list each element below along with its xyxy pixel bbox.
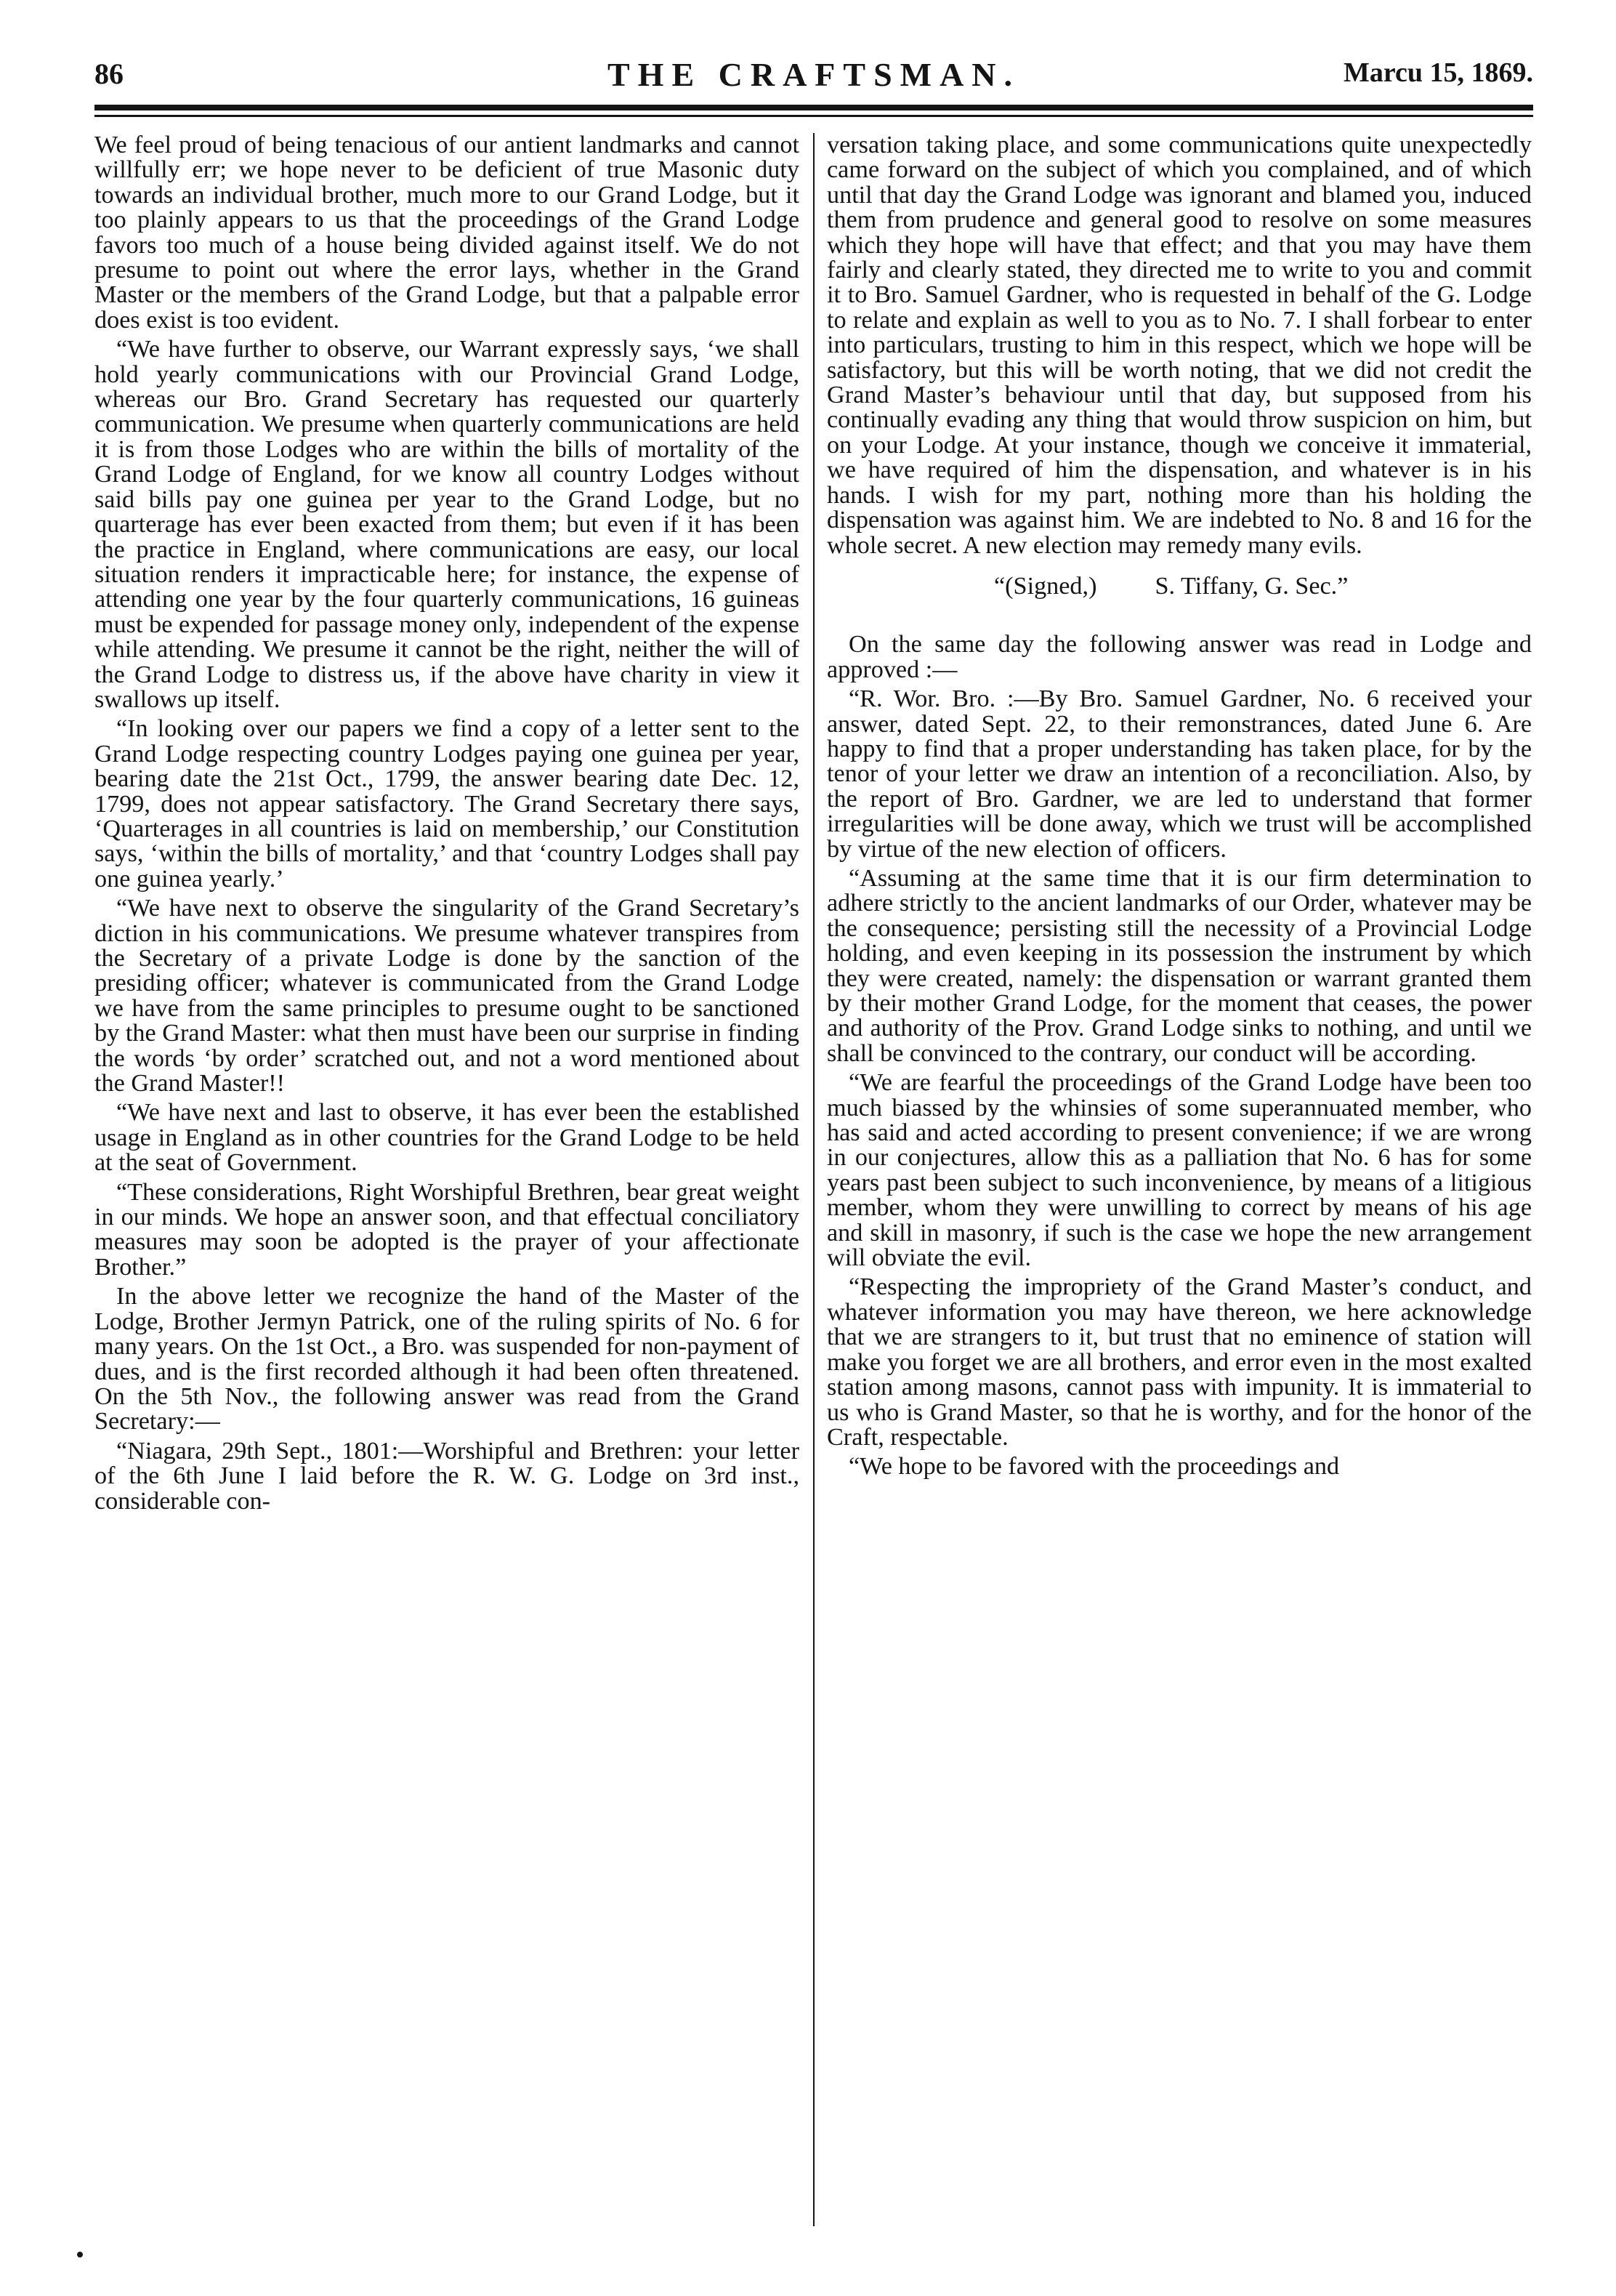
paragraph: “We have next to observe the singularity of the Grand Secretary’s diction in his communications. We presume whatever transpires from the Secretary of a private Lodge is done by the sanction of the presiding officer; whatever is communicated from the Grand Lodge we have from the same principles to presume ought to be sanctioned by the Grand Master: what then must have been our surprise in finding the words ‘by order’ scratched out, and not a word mentioned about the Grand Master!! [94,895,799,1097]
paragraph: “We are fearful the proceedings of the Grand Lodge have been too much biassed by the whinsies of some superannuated member, who has said and acted according to present convenience; if we are wrong in our conjectures, allow this as a palliation that No. 6 has for some years past been subject to such inconvenience, by means of a litigious member, whom they were unwilling to correct by means of his age and skill in masonry, if such is the case we hope the new arrangement will obviate the evil. [827,1069,1532,1272]
signer-name: S. Tiffany, G. Sec.” [1155,572,1349,600]
header-rule-thin [94,115,1533,117]
margin-dot [77,2252,83,2257]
paragraph: We feel proud of being tenacious of our antient landmarks and cannot willfully err; we hope never to be deficient of true Masonic duty towards an individual brother, much more to our Grand Lodge, but it too plainly appears to us that the proceedings of the Grand Lodge favors too much of a house being divided against itself. We do not presume to point out where the error lays, whether in the Grand Master or the members of the Grand Lodge, but that a palpable error does exist is too evident. [94,133,799,334]
left-column [94,133,799,2226]
paragraph: “We have next and last to observe, it has ever been the established usage in England as in other countries for the Grand Lodge to be held at the seat of Government. [94,1099,799,1177]
paragraph: “We have further to observe, our Warrant expressly says, ‘we shall hold yearly communications with our Provincial Grand Lodge, whereas our Bro. Grand Secretary has requested our quarterly communication. We presume when quarterly communications are held it is from those Lodges who are within the bills of mortality of the Grand Lodge of England, for we know all country Lodges without said bills pay one guinea per year to the Grand Lodge, but no quarterage has ever been exacted from them; but even if it has been the practice in England, where communications are easy, our local situation renders it impracticable here; for instance, the expense of attending one year by the four quarterly communications, 16 guineas must be expended for passage money only, independent of the expense while attending. We presume it cannot be the right, neither the will of the Grand Lodge to distress us, if the above have charity in view it swallows up itself. [94,336,799,713]
paragraph: “We hope to be favored with the proceedings and [849,1453,1340,1481]
paragraph: “Respecting the impropriety of the Grand Master’s conduct, and whatever information you may have thereon, we here acknowledge that we are strangers to it, but trust that no eminence of station will make you forget we are all brothers, and error even in the most exalted station among masons, cannot pass with impunity. It is immaterial to us who is Grand Master, so that he is worthy, and for the honor of the Craft, respectable. [827,1273,1532,1451]
column-divider [813,133,815,2226]
signature-line [827,574,1532,599]
page-number: 86 [94,57,124,90]
paragraph: “Niagara, 29th Sept., 1801:—Worshipful and Brethren: your letter of the 6th June I laid before the R. W. G. Lodge on 3rd inst., considerable con- [94,1437,799,1515]
paragraph: “In looking over our papers we find a copy of a letter sent to the Grand Lodge respecting country Lodges paying one guinea per year, bearing date the 21st Oct., 1799, the answer bearing date Dec. 12, 1799, does not appear satisfactory. The Grand Secretary there says, ‘Quarterages in all countries is laid on membership,’ our Constitution says, ‘within the bills of mortality,’ and that ‘country Lodges shall pay one guinea yearly.’ [94,715,799,893]
page-header [94,57,1533,100]
paragraph: versation taking place, and some communications quite unexpectedly came forward on the subject of which you complained, and of which until that day the Grand Lodge was ignorant and blamed you, induced them from prudence and general good to resolve on some measures which they hope will have that effect; and that you may have them fairly and clearly stated, they directed me to write to you and commit it to Bro. Samuel Gardner, who is requested in behalf of the G. Lodge to relate and explain as well to you as to No. 7. I shall forbear to enter into particulars, trusting to him in this respect, which we hope will be satisfactory, but this will be worth noting, that we did not credit the Grand Master’s behaviour until that day, but supposed from his continually evading any thing that would throw suspicion on him, but on your Lodge. At your instance, though we conceive it immaterial, we have required of him the dispensation, and whatever is in his hands. I wish for my part, nothing more than his holding the dispensation was against him. We are indebted to No. 8 and 16 for the whole secret. A new election may remedy many evils. [827,133,1532,559]
paragraph: “R. Wor. Bro. :—By Bro. Samuel Gardner, No. 6 received your answer, dated Sept. 22, to their remonstrances, dated June 6. Are happy to find that a proper understanding has taken place, for by the tenor of your letter we draw an intention of a reconciliation. Also, by the report of Bro. Gardner, we are led to understand that former irregularities will be done away, which we trust will be accomplished by virtue of the new election of officers. [827,685,1532,863]
paragraph: “These considerations, Right Worshipful Brethren, bear great weight in our minds. We hope an answer soon, and that effectual conciliatory measures may soon be adopted is the prayer of your affectionate Brother.” [94,1178,799,1281]
publication-title: THE CRAFTSMAN. [607,56,1021,93]
paragraph: In the above letter we recognize the hand of the Master of the Lodge, Brother Jermyn Patrick, one of the ruling spirits of No. 6 for many years. On the 1st Oct., a Bro. was suspended for non-payment of dues, and is the first recorded although it had been often threatened. On the 5th Nov., the following answer was read from the Grand Secretary:— [94,1283,799,1435]
header-rule-thick [94,105,1533,110]
right-column [827,133,1532,2226]
signed-label: “(Signed,) [994,572,1097,600]
paragraph: “Assuming at the same time that it is our firm determination to adhere strictly to the ancient landmarks of our Order, whatever may be the consequence; persisting still the necessity of a Provincial Lodge holding, and even keeping in its possession the instrument by which they were created, namely: the dispensation or warrant granted them by their mother Grand Lodge, for the moment that ceases, the power and authority of the Prov. Grand Lodge sinks to nothing, and until we shall be convinced to the contrary, our conduct will be according. [827,864,1532,1067]
issue-date: Marcu 15, 1869. [1343,57,1533,88]
paragraph: On the same day the following answer was read in Lodge and approved :— [827,631,1532,683]
